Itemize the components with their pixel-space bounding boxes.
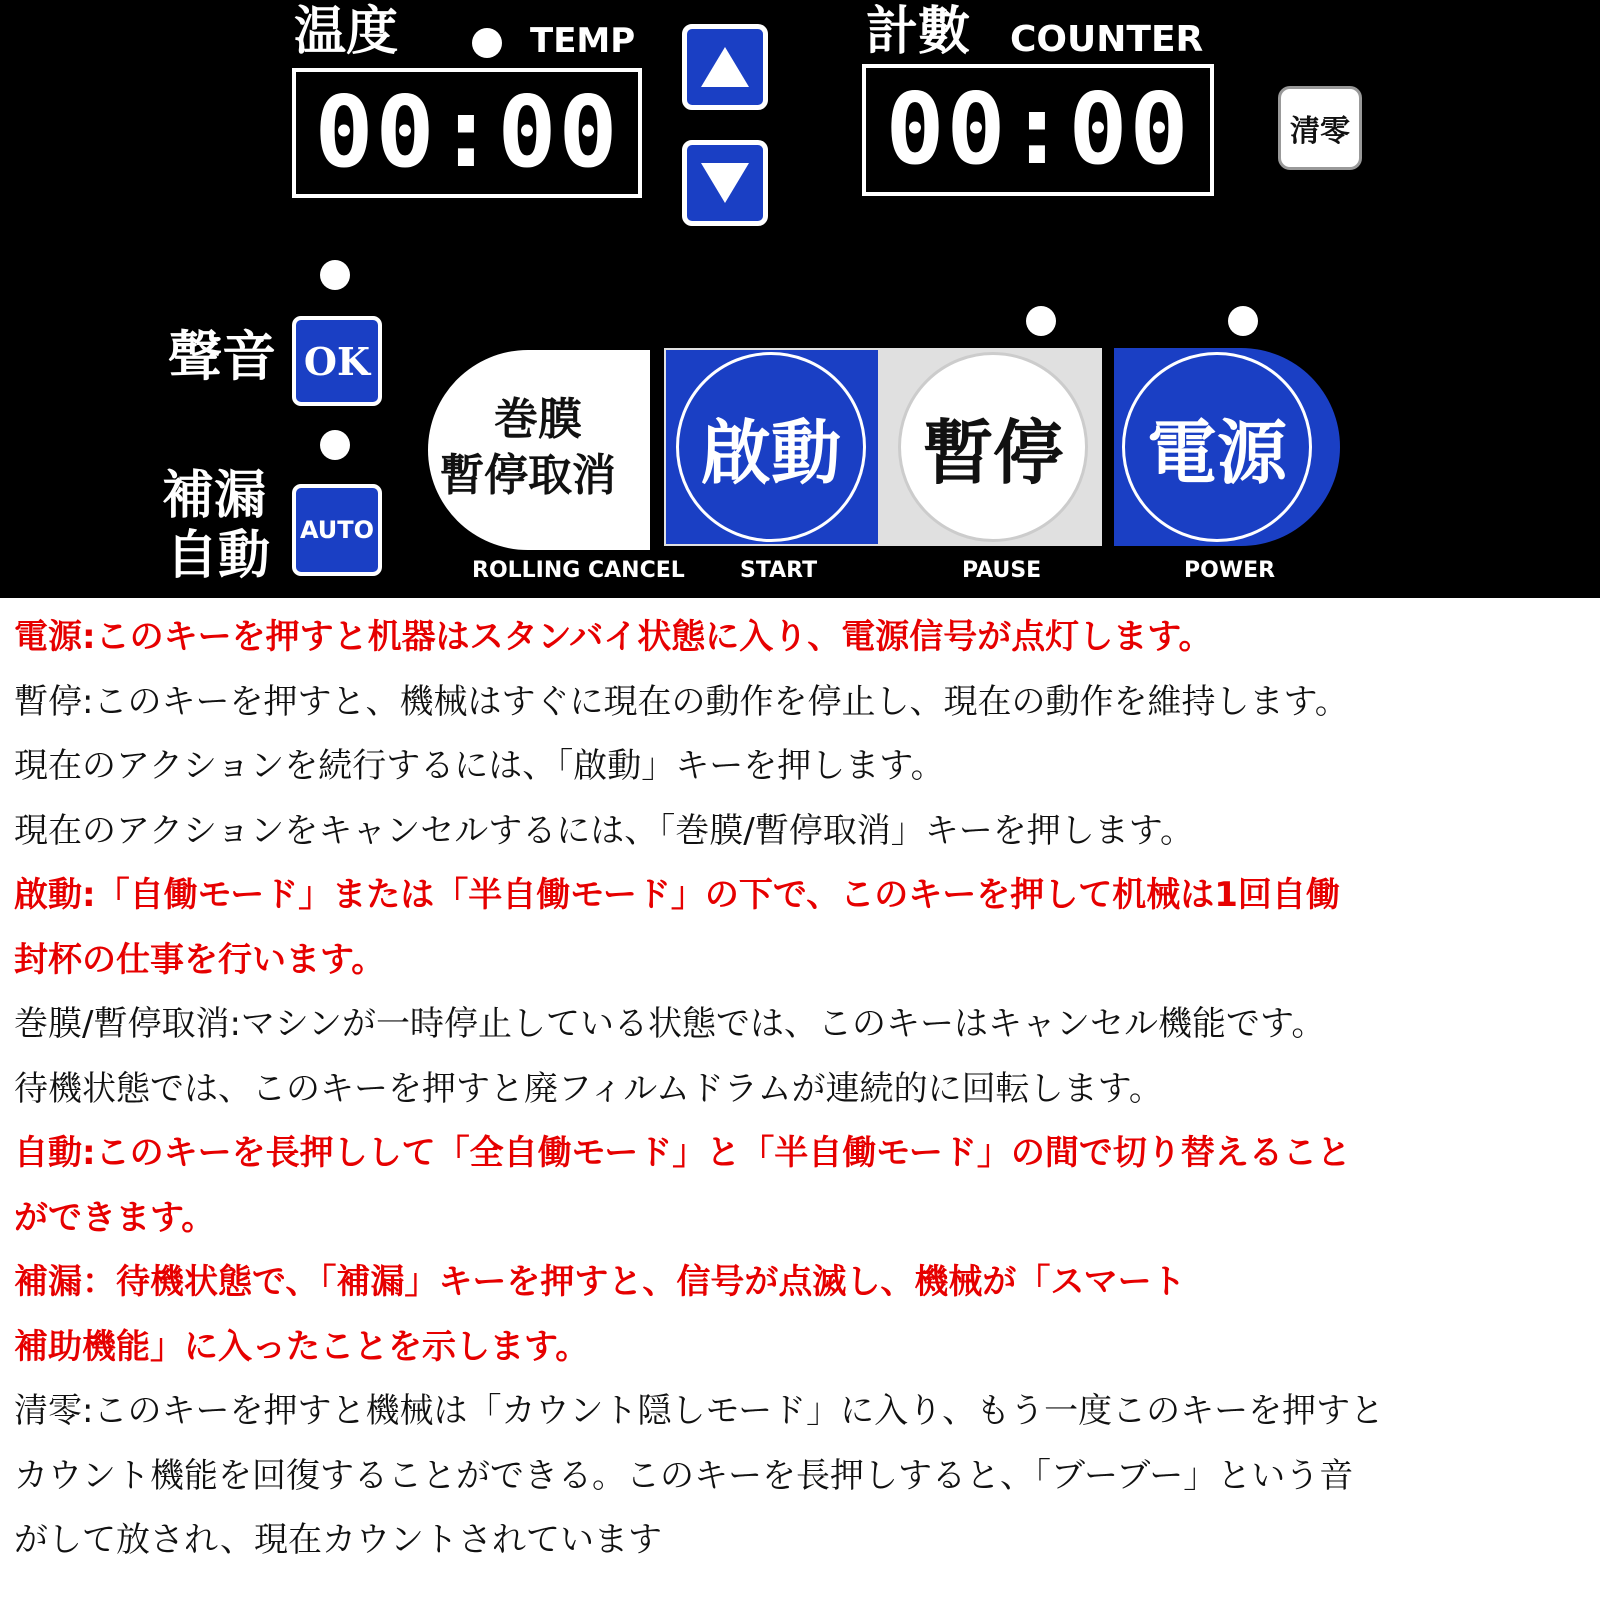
power-indicator-light bbox=[1228, 306, 1258, 336]
pause-button[interactable]: 暫停 bbox=[898, 352, 1088, 542]
start-button[interactable]: 啟動 bbox=[676, 352, 866, 542]
up-button[interactable] bbox=[682, 24, 768, 110]
counter-display: 00:00 bbox=[862, 64, 1214, 196]
ok-button[interactable]: OK bbox=[292, 316, 382, 406]
description-line: 封杯の仕事を行います。 bbox=[14, 939, 386, 980]
pause-indicator-light bbox=[1026, 306, 1056, 336]
description-line: 現在のアクションを続行するには、「啟動」キーを押します。 bbox=[14, 746, 945, 786]
description-line: 待機状態では、このキーを押すと廃フィルムドラムが連続的に回転します。 bbox=[14, 1068, 1163, 1109]
pause-sublabel: PAUSE bbox=[962, 558, 1042, 583]
description-line: 現在のアクションをキャンセルするには、「巻膜/暫停取消」キーを押します。 bbox=[14, 810, 1195, 851]
refill-label: 補漏 bbox=[162, 466, 267, 526]
description-line: ができます。 bbox=[14, 1197, 216, 1238]
power-button[interactable]: 電源 bbox=[1122, 352, 1312, 542]
clear-button[interactable]: 清零 bbox=[1278, 86, 1362, 170]
refill-indicator-light bbox=[320, 430, 350, 460]
power-sublabel: POWER bbox=[1184, 558, 1276, 583]
counter-label-en: COUNTER bbox=[1010, 19, 1204, 60]
rolling-cancel-label-1: 巻膜 bbox=[494, 394, 582, 445]
description-line: 巻膜/暫停取消:マシンが一時停止している状態では、このキーはキャンセル機能です。 bbox=[14, 1004, 1326, 1044]
counter-label-jp: 計數 bbox=[866, 2, 971, 62]
temp-label-en: TEMP bbox=[530, 21, 636, 61]
temp-indicator-light bbox=[472, 28, 502, 58]
description-line: 補漏：待機状態で、「補漏」キーを押すと、信号が点滅し、機械が「スマート bbox=[14, 1262, 1186, 1302]
start-sublabel: START bbox=[740, 558, 818, 583]
sound-indicator-light bbox=[320, 260, 350, 290]
description-line: 啟動:「自働モード」または「半自働モード」の下で、このキーを押して机械は1回自働 bbox=[14, 875, 1340, 915]
arrow-down-icon bbox=[699, 161, 751, 205]
rolling-cancel-sublabel: ROLLING CANCEL bbox=[472, 558, 685, 583]
description-line: 清零:このキーを押すと機械は「カウント隠しモード」に入り、もう一度このキーを押すと bbox=[14, 1391, 1385, 1431]
description-line: 電源:このキーを押すと机器はスタンバイ状態に入り、電源信号が点灯します。 bbox=[14, 617, 1213, 657]
description-line: カウント機能を回復することができる。このキーを長押しすると、「ブーブー」という音 bbox=[14, 1455, 1354, 1496]
description-line: 自動:このキーを長押しして「全自働モード」と「半自働モード」の間で切り替えること bbox=[14, 1133, 1351, 1173]
description-text bbox=[14, 605, 1584, 1573]
control-panel bbox=[0, 0, 1600, 598]
temp-label-jp: 温度 bbox=[294, 2, 399, 62]
down-button[interactable] bbox=[682, 140, 768, 226]
description-line: 補助機能」に入ったことを示します。 bbox=[14, 1326, 590, 1367]
sound-label: 聲音 bbox=[168, 325, 276, 388]
temp-display: 00:00 bbox=[292, 68, 642, 198]
arrow-up-icon bbox=[699, 45, 751, 89]
auto-button[interactable]: AUTO bbox=[292, 484, 382, 576]
description-line: がして放され、現在カウントされています bbox=[14, 1520, 663, 1560]
rolling-cancel-label-2: 暫停取消 bbox=[440, 450, 616, 501]
auto-label-jp: 自動 bbox=[166, 526, 271, 586]
description-line: 暫停:このキーを押すと、機械はすぐに現在の動作を停止し、現在の動作を維持します。 bbox=[14, 681, 1349, 722]
